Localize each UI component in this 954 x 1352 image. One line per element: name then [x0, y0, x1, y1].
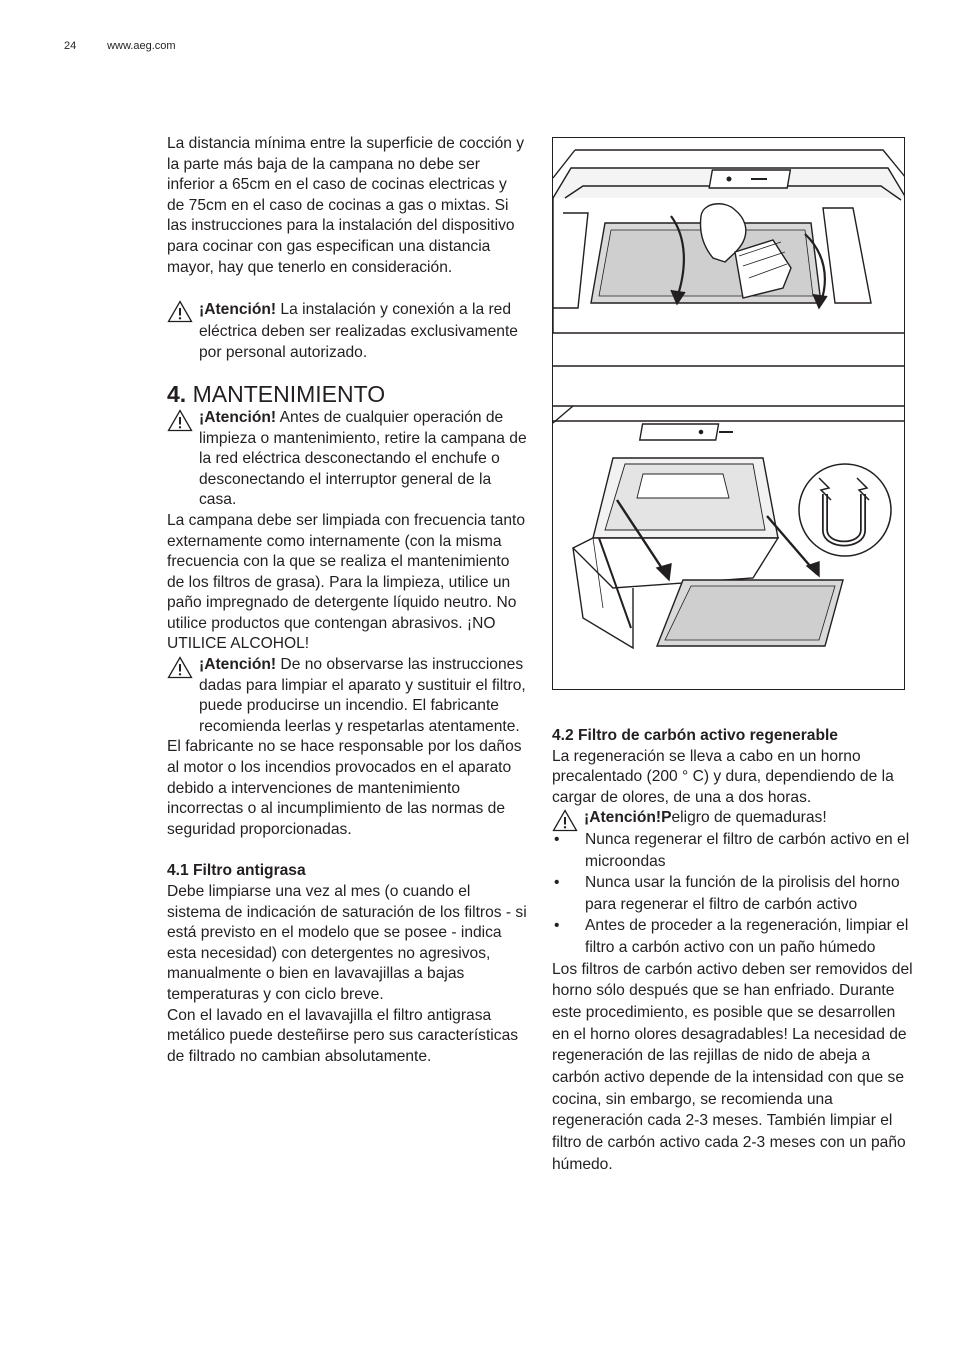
page-header [64, 40, 176, 52]
cleaning-paragraph: La campana debe ser limpiada con frecuencia tanto externamente como internamente (con la misma frecuencia con la que se realiza el mantenimiento de los filtros de grasa). Para la limpieza, utilice un paño impregnado de detergente líquido neutro. No utilice productos que contengan abrasivos. ¡NO UTILICE ALCOHOL! [167, 511, 526, 653]
warning-text: La instalación y conexión a la red eléctrica deben ser realizadas exclusivamente por personal autorizado. [199, 301, 518, 362]
intro-paragraph: La distancia mínima entre la superficie de cocción y la parte más baja de la campana no debe ser inferior a 65cm en el caso de cocinas electricas y de 75cm en el caso de cocinas a gas o mixtas. Si las instrucciones para la instalación del dispositivo para cocinar con gas especifican una distancia mayor, hay que tenerlo en consideración. [167, 135, 525, 276]
website-url: www.aeg.com [107, 40, 176, 52]
warning-triangle-icon [167, 656, 193, 679]
hood-top-view [553, 150, 905, 333]
bullet-icon: • [554, 874, 560, 892]
carbon-filter-paragraph-1: La regeneración se lleva a cabo en un horno precalentado (200 ° C) y dura, dependiendo de la cargar de olores, de una a dos horas. [552, 747, 894, 806]
grease-filter-paragraph-1: Debe limpiarse una vez al mes (o cuando el sistema de indicación de saturación de los filtros - si está previsto en el modelo que se posee - indica esta necesidad) con detergentes no agresivos, manualmente o bien en lavavajillas a bajas temperaturas y con ciclo breve. [167, 883, 527, 1003]
responsibility-paragraph: El fabricante no se hace responsable por los daños al motor o los incendios provocados en el aparato debido a intervenciones de mantenimiento incorrectas o al incumplimiento de las normas de seguridad proporcionadas. [167, 738, 522, 838]
right-column [552, 726, 914, 1176]
warning-label: ¡Atención! [199, 301, 277, 319]
bullet-icon: • [554, 830, 560, 848]
page-number: 24 [64, 40, 77, 52]
warning-triangle-icon [167, 409, 193, 432]
warning-disconnect [167, 408, 527, 511]
section-title-maintenance: 4. MANTENIMIENTO [167, 380, 386, 407]
section-title-carbon-filter: 4.2 Filtro de carbón activo regenerable [552, 727, 838, 744]
warning-label: ¡Atención!P [584, 809, 672, 827]
bullet-icon: • [554, 917, 560, 935]
left-column [167, 134, 527, 1067]
section-title-grease-filter: 4.1 Filtro antigrasa [167, 862, 306, 880]
list-item: • Nunca usar la función de la pirolisis del horno para regenerar el filtro de carbón activo [554, 874, 900, 913]
warning-installation [167, 299, 527, 364]
warning-text: De no observarse las instrucciones dadas para limpiar el aparato y sustituir el filtro, puede producirse un incendio. El fabricante recomienda leerlas y respetarlas atentamente. [199, 656, 526, 735]
warning-burns [552, 808, 914, 829]
hood-diagram [553, 138, 905, 690]
warning-triangle-icon [167, 300, 193, 323]
list-item: • Antes de proceder a la regeneración, limpiar el filtro a carbón activo con un paño húmedo [554, 917, 909, 956]
list-item: • Nunca regenerar el filtro de carbón activo en el microondas [554, 830, 910, 870]
warning-text: Antes de cualquier operación de limpieza o mantenimiento, retire la campana de la red eléctrica desconectando el enchufe o desconectando el interruptor general de la casa. [199, 408, 527, 509]
carbon-filter-paragraph-2: Los filtros de carbón activo deben ser removidos del horno sólo después que se han enfriado. Durante este procedimiento, es posible que se desarrollen en el horno olores desagradables! La necesidad de regeneración de las rejillas de nido de abeja a carbón activo depende de la intensidad con que se cocina, sin embargo, se recomienda una regeneración cada 2-3 meses. También limpiar el filtro de carbón activo cada 2-3 meses con un paño húmedo. [552, 960, 913, 1173]
warning-label: ¡Atención! [199, 408, 277, 426]
grease-filter-paragraph-2: Con el lavado en el lavavajilla el filtro antigrasa metálico puede desteñirse pero sus características de filtrado no cambian absolutamente. [167, 1006, 519, 1065]
filter-removal-illustration [552, 137, 905, 690]
warning-fire [167, 655, 527, 737]
warning-label: ¡Atención! [199, 656, 277, 674]
hood-bottom-view [553, 421, 905, 648]
warning-text: eligro de quemaduras! [671, 809, 827, 827]
